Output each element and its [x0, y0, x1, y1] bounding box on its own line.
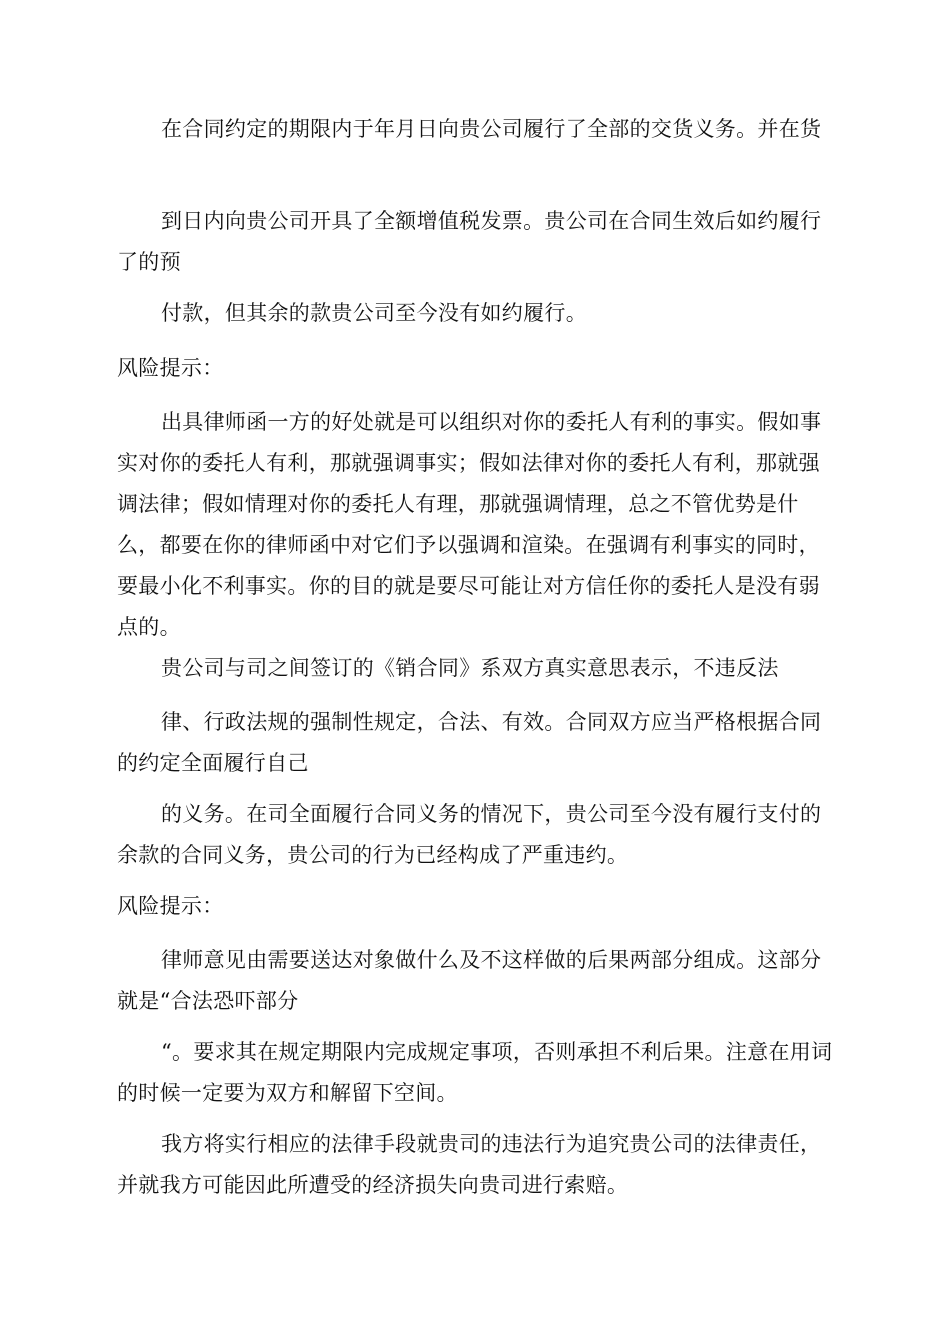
paragraph-favorable-facts: 出具律师函一方的好处就是可以组织对你的委托人有利的事实。假如事实对你的委托人有利，那就强调事实；假如法律对你的委托人有利，那就强调法律；假如情理对你的委托人有理，那就强调情理，总之不管优势是什么，都要在你的律师函中对它们予以强调和渲染。在强调有利事实的同时，要最小化不利事实。你的目的就是要尽可能让对方信任你的委托人是没有弱点的。	[117, 410, 822, 639]
paragraph-delivery-obligation: 在合同约定的期限内于年月日向贵公司履行了全部的交货义务。并在货	[161, 117, 822, 141]
risk-notice-heading-1: 风险提示：	[117, 356, 224, 380]
paragraph-sales-contract: 贵公司与司之间签订的《销合同》系双方真实意思表示，不违反法	[161, 656, 779, 680]
paragraph-legal-action: 我方将实行相应的法律手段就贵司的违法行为追究贵公司的法律责任，并就我方可能因此所遭受的经济损失向贵司进行索赔。	[117, 1132, 822, 1197]
paragraph-invoice-issued: 到日内向贵公司开具了全额增值税发票。贵公司在合同生效后如约履行了的预	[117, 209, 822, 274]
paragraph-remaining-payment: 付款，但其余的款贵公司至今没有如约履行。	[161, 301, 587, 325]
paragraph-deadline-requirement: “。要求其在规定期限内完成规定事项，否则承担不利后果。注意在用词的时候一定要为双方和解留下空间。	[117, 1040, 833, 1105]
paragraph-contract-validity: 律、行政法规的强制性规定，合法、有效。合同双方应当严格根据合同的约定全面履行自己	[117, 710, 822, 775]
paragraph-breach: 的义务。在司全面履行合同义务的情况下，贵公司至今没有履行支付的余款的合同义务，贵公司的行为已经构成了严重违约。	[117, 802, 822, 867]
risk-notice-heading-2: 风险提示：	[117, 894, 224, 918]
paragraph-lawyer-opinion: 律师意见由需要送达对象做什么及不这样做的后果两部分组成。这部分就是“合法恐吓部分	[117, 948, 822, 1013]
